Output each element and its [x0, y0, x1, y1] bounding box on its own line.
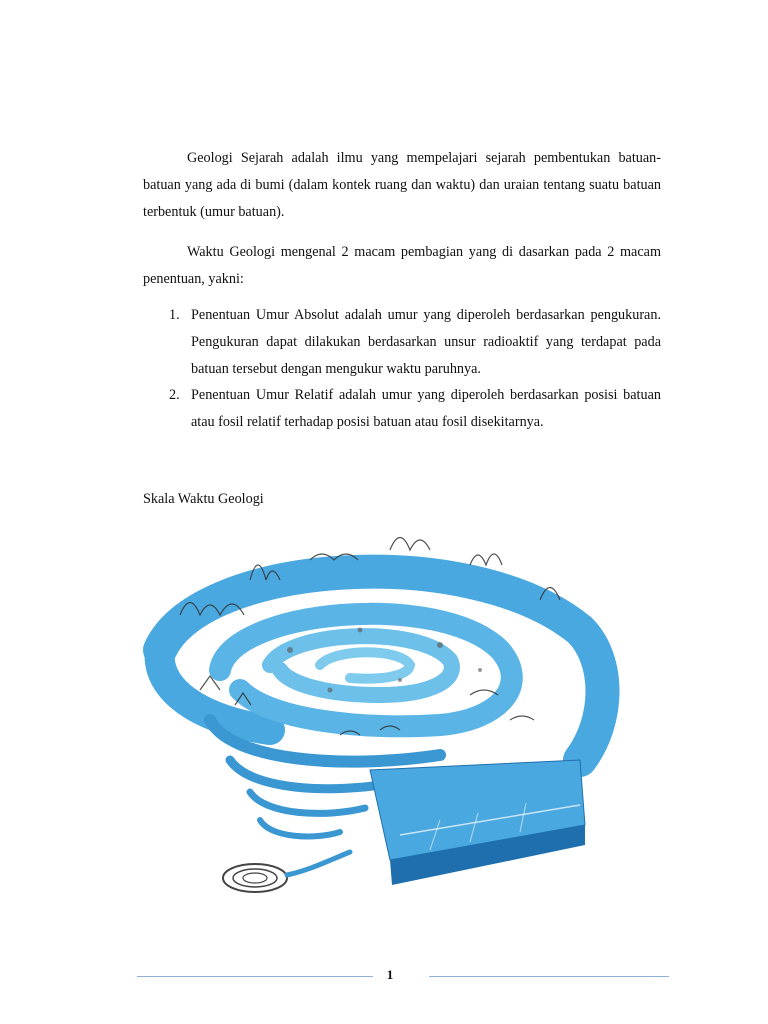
list-item-text: Penentuan Umur Absolut adalah umur yang diperoleh berdasarkan pengukuran. Pengukuran dapat dilakukan berdasarkan unsur radioaktif yang terdapat pada batuan tersebut dengan mengukur waktu paruhnya.: [191, 307, 661, 377]
list-item: [143, 382, 661, 436]
geologic-time-spiral-illustration: [140, 520, 620, 910]
paragraph-waktu-geologi: Waktu Geologi mengenal 2 macam pembagian yang di dasarkan pada 2 macam penentuan, yakni:: [143, 244, 661, 287]
list-item-number: 2.: [169, 387, 180, 403]
list-item-text: Penentuan Umur Relatif adalah umur yang diperoleh berdasarkan posisi batuan atau fosil relatif terhadap posisi batuan atau fosil disekitarnya.: [191, 387, 661, 430]
paragraph-geologi-sejarah: Geologi Sejarah adalah ilmu yang mempelajari sejarah pembentukan batuan-batuan yang ada di bumi (dalam kontek ruang dan waktu) dan uraian tentang suatu batuan terbentuk (umur batuan).: [143, 150, 661, 220]
list-item-number: 1.: [169, 307, 180, 323]
figure-caption: Skala Waktu Geologi: [143, 491, 264, 507]
page-number: 1: [386, 967, 394, 982]
footer-line-right: [429, 976, 669, 977]
penentuan-umur-list: [143, 302, 661, 436]
footer-line-left: [137, 976, 373, 977]
list-item: [143, 302, 661, 383]
